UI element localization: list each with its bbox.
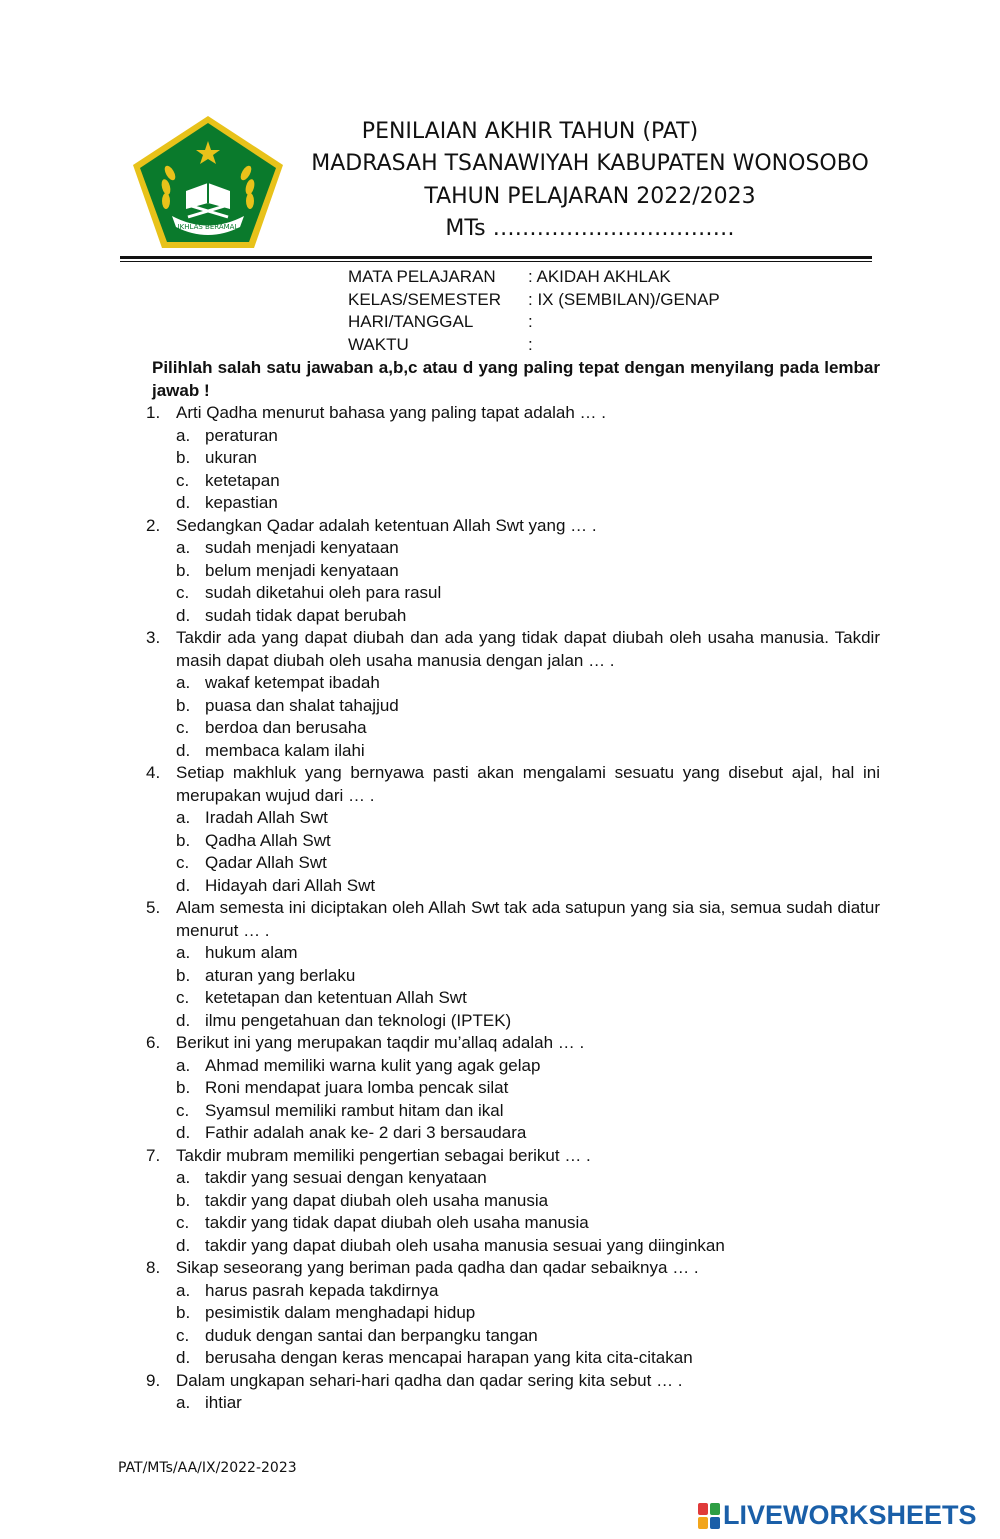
answer-option — [146, 1212, 880, 1235]
option-letter: b. — [176, 1190, 191, 1210]
answer-option — [146, 1055, 880, 1078]
answer-option — [146, 1302, 880, 1325]
option-text: pesimistik dalam menghadapi hidup — [205, 1303, 476, 1322]
answer-option — [146, 537, 880, 560]
question-number: 8. — [146, 1258, 161, 1277]
question-number: 4. — [146, 763, 161, 782]
option-text: Hidayah dari Allah Swt — [205, 875, 376, 895]
header-school: MADRASAH TSANAWIYAH KABUPATEN WONOSOBO — [311, 151, 869, 176]
option-text: belum menjadi kenyataan — [205, 560, 399, 580]
question-text: Sikap seseorang yang beriman pada qadha dan qadar sebaiknya … . — [176, 1258, 699, 1277]
option-letter: b. — [176, 1303, 191, 1322]
answer-option — [146, 1122, 880, 1145]
option-text: ilmu pengetahuan dan teknologi (IPTEK) — [205, 1010, 512, 1030]
answer-option — [146, 1190, 880, 1213]
option-letter: b. — [176, 830, 191, 850]
question — [146, 1145, 880, 1168]
answer-option — [146, 492, 880, 515]
header-divider-thick — [120, 256, 872, 259]
option-letter: a. — [176, 808, 191, 827]
header-mts: MTs …………………………… — [445, 216, 735, 241]
answer-option — [146, 987, 880, 1010]
option-text: Iradah Allah Swt — [205, 808, 328, 827]
answer-option — [146, 672, 880, 695]
exam-info — [348, 266, 720, 356]
exam-info-label: KELAS/SEMESTER — [348, 289, 502, 309]
option-text: Roni mendapat juara lomba pencak silat — [205, 1078, 509, 1097]
option-text: berusaha dengan keras mencapai harapan yang kita cita-citakan — [205, 1348, 693, 1367]
question — [146, 402, 880, 425]
answer-option — [146, 605, 880, 628]
option-text: Qadar Allah Swt — [205, 853, 327, 872]
question — [146, 1032, 880, 1055]
option-letter: c. — [176, 718, 190, 737]
exam-info-value: : IX (SEMBILAN)/GENAP — [528, 289, 720, 309]
option-text: sudah tidak dapat berubah — [205, 605, 407, 625]
option-text: kepastian — [205, 493, 278, 512]
option-letter: c. — [176, 1100, 190, 1120]
option-text: membaca kalam ilahi — [205, 740, 365, 760]
question-number: 1. — [146, 403, 161, 422]
exam-info-label: WAKTU — [348, 334, 409, 354]
answer-option — [146, 1100, 880, 1123]
option-letter: c. — [176, 583, 190, 602]
exam-info-row — [348, 289, 720, 312]
answer-option — [146, 1077, 880, 1100]
option-letter: d. — [176, 1123, 191, 1142]
question-number: 2. — [146, 515, 161, 535]
option-letter: d. — [176, 493, 191, 512]
option-text: takdir yang tidak dapat diubah oleh usaha manusia — [205, 1213, 589, 1232]
answer-option — [146, 582, 880, 605]
option-text: takdir yang sesuai dengan kenyataan — [205, 1168, 487, 1187]
option-letter: b. — [176, 448, 191, 467]
option-letter: b. — [176, 1078, 191, 1097]
answer-option — [146, 1392, 880, 1415]
question-number: 5. — [146, 898, 161, 917]
header-year: TAHUN PELAJARAN 2022/2023 — [424, 184, 756, 209]
option-text: takdir yang dapat diubah oleh usaha manusia sesuai yang diinginkan — [205, 1235, 725, 1255]
option-text: sudah diketahui oleh para rasul — [205, 583, 442, 602]
question — [146, 1370, 880, 1393]
answer-option — [146, 447, 880, 470]
question-text: Berikut ini yang merupakan taqdir mu’allaq adalah … . — [176, 1033, 585, 1052]
exam-info-value: : AKIDAH AKHLAK — [528, 267, 671, 286]
option-text: ihtiar — [205, 1393, 242, 1412]
option-text: sudah menjadi kenyataan — [205, 538, 399, 557]
question-list — [146, 402, 880, 1415]
answer-option — [146, 875, 880, 898]
answer-option — [146, 425, 880, 448]
option-text: puasa dan shalat tahajjud — [205, 695, 399, 715]
option-letter: d. — [176, 1348, 191, 1367]
question-text: Dalam ungkapan sehari-hari qadha dan qadar sering kita sebut … . — [176, 1370, 683, 1390]
question-text: Alam semesta ini diciptakan oleh Allah Swt tak ada satupun yang sia sia, semua sudah diatur menurut … . — [176, 898, 880, 940]
option-letter: a. — [176, 1280, 191, 1300]
exam-info-row — [348, 266, 720, 289]
question-number: 9. — [146, 1370, 161, 1390]
header-divider-thin — [120, 261, 872, 262]
option-letter: a. — [176, 1055, 191, 1075]
option-text: ukuran — [205, 448, 257, 467]
answer-option — [146, 1010, 880, 1033]
question-text: Sedangkan Qadar adalah ketentuan Allah Swt yang … . — [176, 515, 597, 535]
question-text: Arti Qadha menurut bahasa yang paling tapat adalah … . — [176, 403, 607, 422]
exam-info-value: : — [528, 312, 533, 331]
liveworksheets-logo-icon — [698, 1503, 720, 1529]
question — [146, 627, 880, 672]
instructions: Pilihlah salah satu jawaban a,b,c atau d yang paling tepat dengan menyilang pada lembar jawab ! — [152, 358, 880, 400]
option-text: aturan yang berlaku — [205, 965, 356, 985]
answer-option — [146, 942, 880, 965]
option-text: Qadha Allah Swt — [205, 830, 331, 850]
exam-info-label: MATA PELAJARAN — [348, 267, 496, 286]
question — [146, 515, 880, 538]
answer-option — [146, 1280, 880, 1303]
liveworksheets-wordmark: LIVEWORKSHEETS — [723, 1500, 977, 1530]
answer-option — [146, 852, 880, 875]
exam-info-label: HARI/TANGGAL — [348, 312, 474, 331]
question-text: Setiap makhluk yang bernyawa pasti akan mengalami sesuatu yang disebut ajal, hal ini merupakan wujud dari … . — [176, 763, 880, 805]
exam-info-value: : — [528, 334, 533, 354]
answer-option — [146, 830, 880, 853]
option-text: Ahmad memiliki warna kulit yang agak gelap — [205, 1055, 541, 1075]
option-text: ketetapan — [205, 470, 280, 490]
logo-ribbon-text: IKHLAS BERAMAL — [177, 223, 239, 231]
option-letter: a. — [176, 538, 191, 557]
question-number: 6. — [146, 1033, 161, 1052]
liveworksheets-watermark[interactable] — [698, 1500, 977, 1531]
answer-option — [146, 717, 880, 740]
option-text: wakaf ketempat ibadah — [205, 673, 380, 692]
question-text: Takdir mubram memiliki pengertian sebagai berikut … . — [176, 1145, 591, 1165]
answer-option — [146, 695, 880, 718]
option-letter: a. — [176, 1393, 191, 1412]
option-letter: c. — [176, 470, 190, 490]
option-text: hukum alam — [205, 943, 298, 962]
option-text: Fathir adalah anak ke- 2 dari 3 bersaudara — [205, 1123, 527, 1142]
option-letter: c. — [176, 1213, 190, 1232]
option-letter: a. — [176, 425, 191, 445]
answer-option — [146, 1347, 880, 1370]
page-footer: PAT/MTs/AA/IX/2022-2023 — [118, 1460, 297, 1476]
answer-option — [146, 740, 880, 763]
question — [146, 897, 880, 942]
answer-option — [146, 1325, 880, 1348]
option-text: duduk dengan santai dan berpangku tangan — [205, 1325, 538, 1345]
option-letter: d. — [176, 740, 191, 760]
option-letter: d. — [176, 875, 191, 895]
option-letter: a. — [176, 1168, 191, 1187]
option-letter: a. — [176, 943, 191, 962]
question — [146, 1257, 880, 1280]
exam-info-row — [348, 334, 720, 357]
option-text: berdoa dan berusaha — [205, 718, 367, 737]
option-text: peraturan — [205, 425, 278, 445]
option-text: Syamsul memiliki rambut hitam dan ikal — [205, 1100, 504, 1120]
answer-option — [146, 560, 880, 583]
option-letter: c. — [176, 1325, 190, 1345]
option-letter: d. — [176, 1235, 191, 1255]
option-text: harus pasrah kepada takdirnya — [205, 1280, 439, 1300]
header-title: PENILAIAN AKHIR TAHUN (PAT) — [361, 119, 699, 144]
question-number: 7. — [146, 1145, 161, 1165]
option-text: ketetapan dan ketentuan Allah Swt — [205, 988, 467, 1007]
question — [146, 762, 880, 807]
kemenag-emblem-icon — [130, 113, 286, 251]
answer-option — [146, 807, 880, 830]
answer-option — [146, 1235, 880, 1258]
option-text: takdir yang dapat diubah oleh usaha manusia — [205, 1190, 549, 1210]
option-letter: b. — [176, 695, 191, 715]
question-number: 3. — [146, 628, 161, 647]
option-letter: c. — [176, 988, 190, 1007]
answer-option — [146, 1167, 880, 1190]
answer-option — [146, 470, 880, 493]
option-letter: b. — [176, 965, 191, 985]
option-letter: a. — [176, 673, 191, 692]
question-text: Takdir ada yang dapat diubah dan ada yang tidak dapat diubah oleh usaha manusia. Takdir masih dapat diubah oleh usaha manusia dengan jalan … . — [176, 628, 880, 670]
option-letter: b. — [176, 560, 191, 580]
option-letter: c. — [176, 853, 190, 872]
option-letter: d. — [176, 605, 191, 625]
option-letter: d. — [176, 1010, 191, 1030]
exam-info-row — [348, 311, 720, 334]
answer-option — [146, 965, 880, 988]
